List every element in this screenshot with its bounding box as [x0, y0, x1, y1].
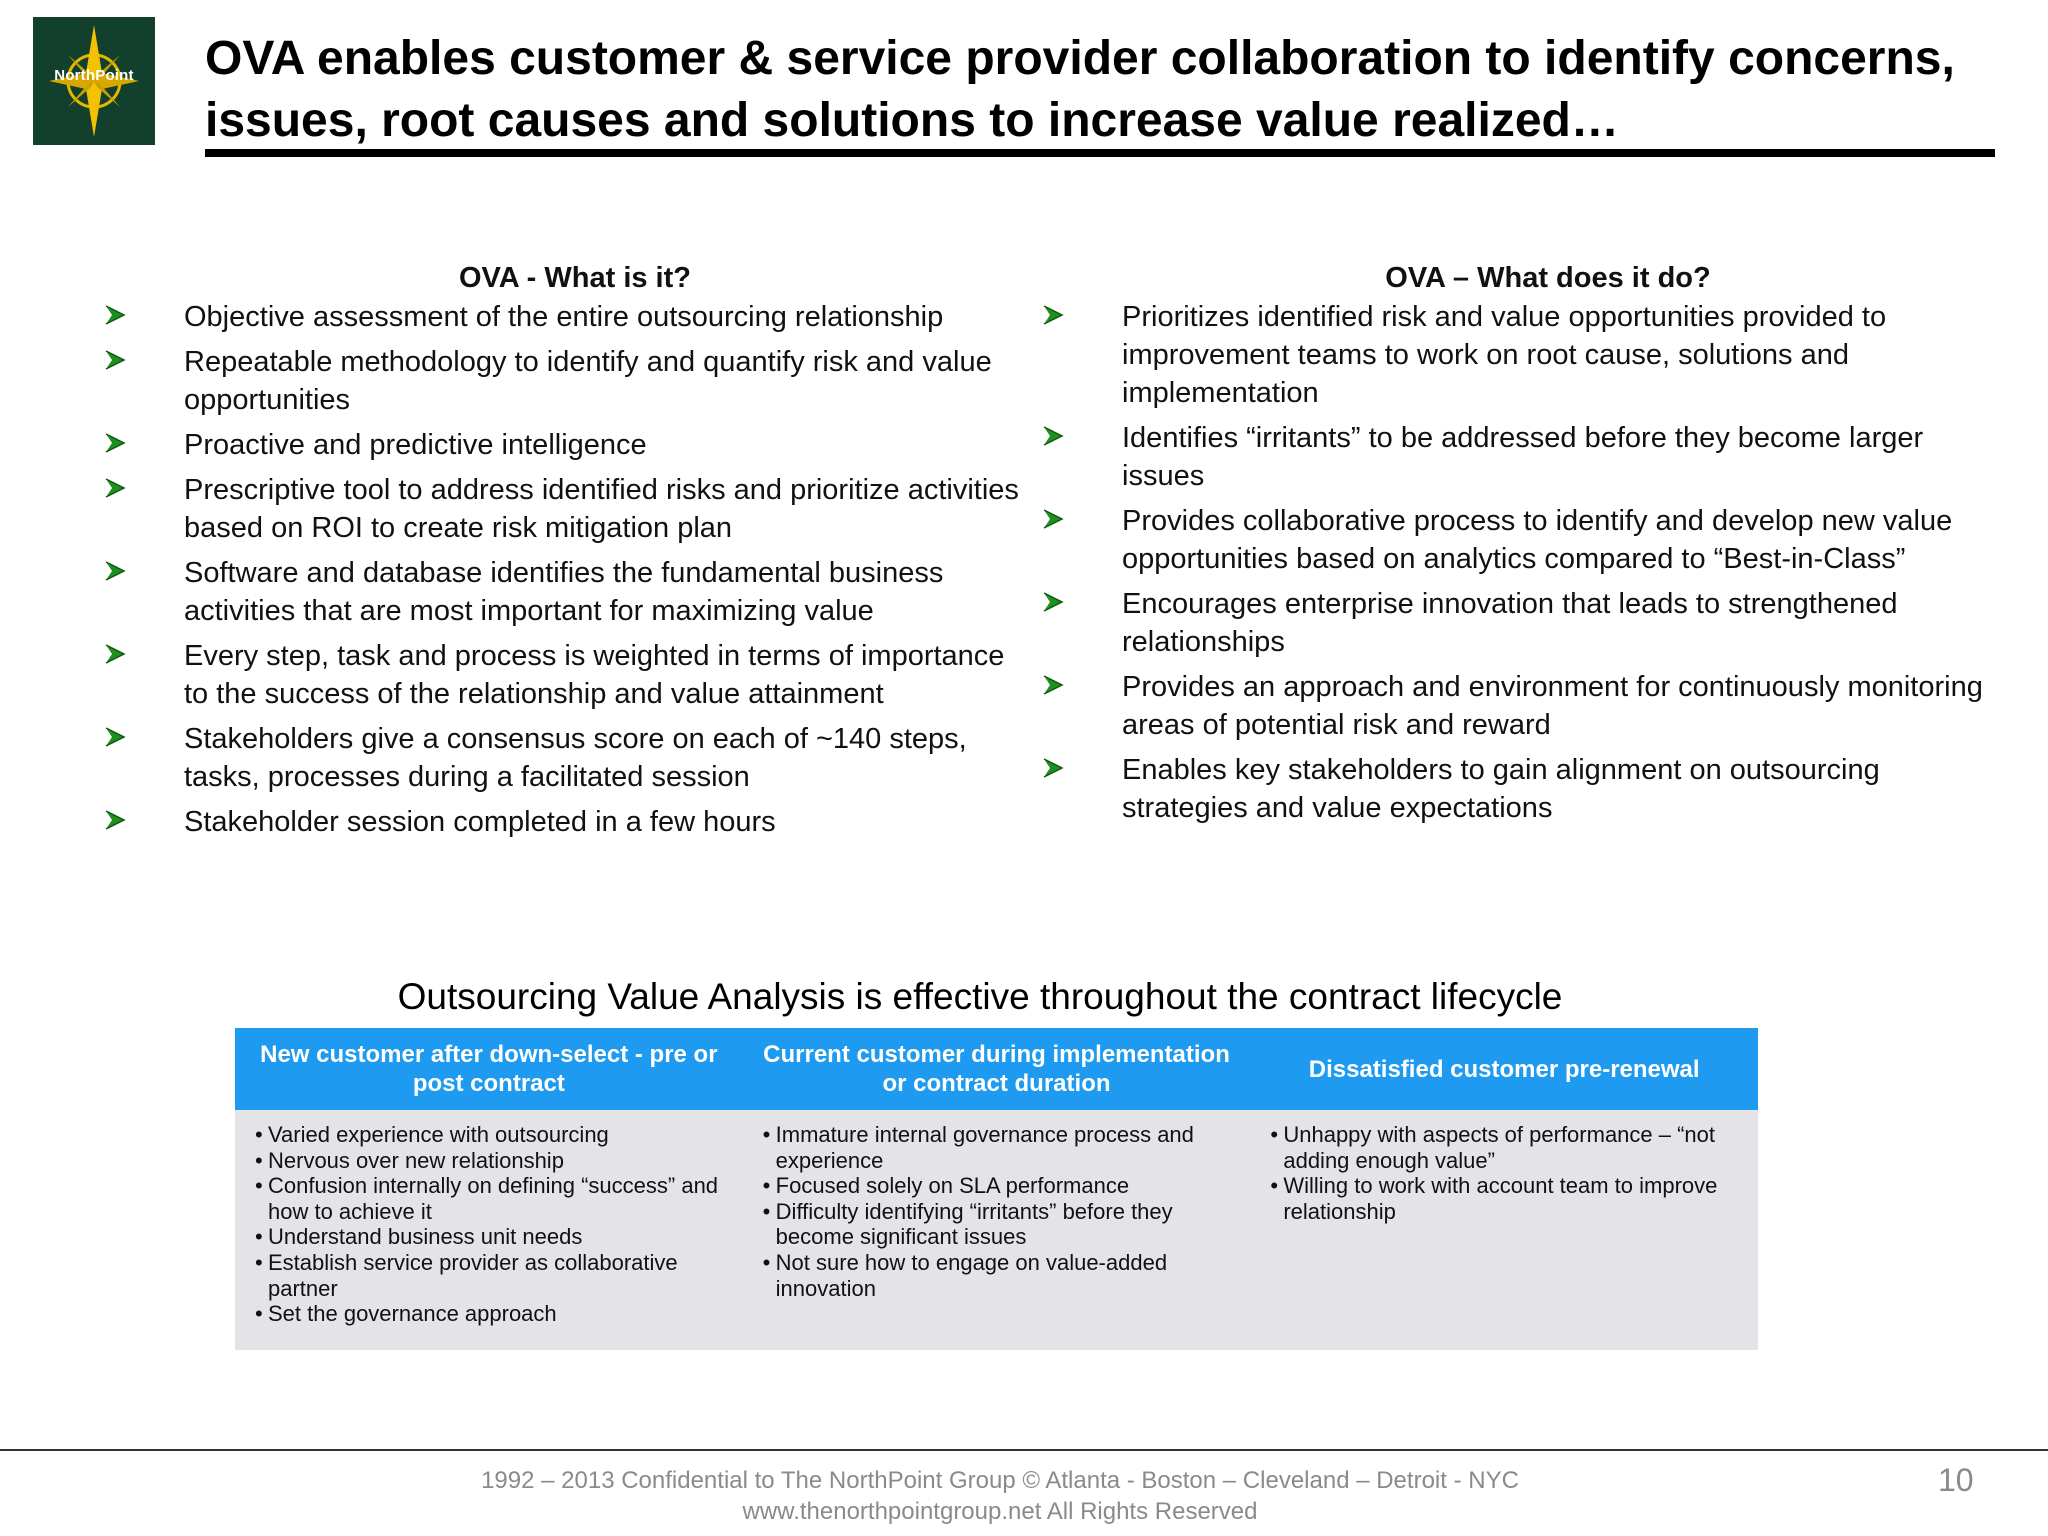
what-does-it-do-item-text: Encourages enterprise innovation that leads to strengthened relationships [1122, 588, 1898, 658]
what-does-it-do-heading: OVA – What does it do? [1385, 262, 1711, 294]
what-is-it-item [100, 720, 1020, 796]
lifecycle-bullet: • Willing to work with account team to improve relationship [1270, 1173, 1748, 1224]
arrow-bullet-icon [1042, 304, 1064, 326]
what-does-it-do-item-text: Prioritizes identified risk and value opportunities provided to improvement teams to work on root cause, solutions and implementation [1122, 301, 1887, 409]
what-is-it-item-text: Software and database identifies the fundamental business activities that are most important for maximizing value [184, 557, 944, 627]
logo-text: NorthPoint [54, 67, 134, 84]
arrow-bullet-icon [1042, 757, 1064, 779]
what-is-it-item [100, 343, 1020, 419]
what-is-it-item [100, 554, 1020, 630]
lifecycle-title: Outsourcing Value Analysis is effective throughout the contract lifecycle [397, 976, 1563, 1017]
arrow-bullet-icon [104, 726, 126, 748]
footer-divider [0, 1449, 2048, 1451]
what-does-it-do-item-text: Provides collaborative process to identify and develop new value opportunities based on analytics compared to “Best-in-Class” [1122, 505, 1953, 575]
what-does-it-do-column [1038, 258, 2008, 834]
arrow-bullet-icon [104, 349, 126, 371]
arrow-bullet-icon [1042, 674, 1064, 696]
what-is-it-item-text: Stakeholders give a consensus score on each of ~140 steps, tasks, processes during a facilitated session [184, 723, 967, 793]
arrow-bullet-icon [104, 432, 126, 454]
lifecycle-bullet: • Unhappy with aspects of performance – “not adding enough value” [1270, 1122, 1748, 1173]
lifecycle-bullet: • Understand business unit needs [255, 1224, 733, 1250]
header-dissatisfied-customer: Dissatisfied customer pre-renewal [1308, 1055, 1700, 1083]
cell-new-customer [235, 1110, 743, 1350]
what-is-it-item [100, 426, 1020, 464]
what-is-it-item [100, 298, 1020, 336]
title-underline [205, 149, 1995, 157]
what-does-it-do-list [1038, 298, 2008, 827]
arrow-bullet-icon [1042, 425, 1064, 447]
what-does-it-do-item [1038, 751, 2008, 827]
what-is-it-item [100, 637, 1020, 713]
what-is-it-item-text: Objective assessment of the entire outsourcing relationship [184, 301, 944, 333]
what-is-it-item-text: Repeatable methodology to identify and quantify risk and value opportunities [184, 346, 992, 416]
what-is-it-heading: OVA - What is it? [459, 262, 691, 294]
footer-confidential: 1992 – 2013 Confidential to The NorthPoint Group © Atlanta - Boston – Cleveland – Detroit - NYC [481, 1467, 1519, 1494]
what-does-it-do-item [1038, 419, 2008, 495]
what-does-it-do-item-text: Identifies “irritants” to be addressed before they become larger issues [1122, 422, 1924, 492]
northpoint-logo [33, 17, 155, 145]
what-is-it-item-text: Proactive and predictive intelligence [184, 429, 647, 461]
lifecycle-bullet: • Focused solely on SLA performance [763, 1173, 1241, 1199]
what-does-it-do-item [1038, 502, 2008, 578]
arrow-bullet-icon [104, 560, 126, 582]
what-is-it-item [100, 803, 1020, 841]
page-number: 10 [1938, 1462, 1974, 1498]
what-does-it-do-item-text: Enables key stakeholders to gain alignment on outsourcing strategies and value expectations [1122, 754, 1880, 824]
what-is-it-item-text: Stakeholder session completed in a few hours [184, 806, 776, 838]
what-does-it-do-item [1038, 668, 2008, 744]
what-is-it-item-text: Every step, task and process is weighted in terms of importance to the success of the relationship and value attainment [184, 640, 1005, 710]
lifecycle-bullet: • Nervous over new relationship [255, 1148, 733, 1174]
header-current-customer: Current customer during implementation or contract duration [763, 1041, 1230, 1097]
what-is-it-list [100, 298, 1020, 841]
arrow-bullet-icon [1042, 508, 1064, 530]
arrow-bullet-icon [104, 643, 126, 665]
header-new-customer: New customer after down-select - pre or post contract [260, 1041, 718, 1097]
what-does-it-do-item [1038, 585, 2008, 661]
cell-dissatisfied-customer [1250, 1110, 1758, 1350]
lifecycle-bullet: • Establish service provider as collaborative partner [255, 1250, 733, 1301]
lifecycle-bullet: • Confusion internally on defining “success” and how to achieve it [255, 1173, 733, 1224]
lifecycle-bullet: • Set the governance approach [255, 1301, 733, 1327]
lifecycle-table-header [235, 1028, 1758, 1110]
lifecycle-bullet: • Varied experience with outsourcing [255, 1122, 733, 1148]
arrow-bullet-icon [104, 477, 126, 499]
lifecycle-bullet: • Not sure how to engage on value-added innovation [763, 1250, 1241, 1301]
arrow-bullet-icon [104, 304, 126, 326]
arrow-bullet-icon [1042, 591, 1064, 613]
what-is-it-item [100, 471, 1020, 547]
lifecycle-bullet: • Difficulty identifying “irritants” before they become significant issues [763, 1199, 1241, 1250]
what-does-it-do-item [1038, 298, 2008, 412]
what-does-it-do-item-text: Provides an approach and environment for continuously monitoring areas of potential risk and reward [1122, 671, 1983, 741]
arrow-bullet-icon [104, 809, 126, 831]
lifecycle-bullet: • Immature internal governance process and experience [763, 1122, 1241, 1173]
slide-title: OVA enables customer & service provider collaboration to identify concerns, issues, root causes and solutions to increase value realized… [205, 32, 1955, 147]
lifecycle-table-body [235, 1110, 1758, 1350]
footer-website: www.thenorthpointgroup.net All Rights Reserved [742, 1498, 1258, 1525]
what-is-it-column [100, 258, 1020, 848]
what-is-it-item-text: Prescriptive tool to address identified risks and prioritize activities based on ROI to create risk mitigation plan [184, 474, 1019, 544]
cell-current-customer [743, 1110, 1251, 1350]
